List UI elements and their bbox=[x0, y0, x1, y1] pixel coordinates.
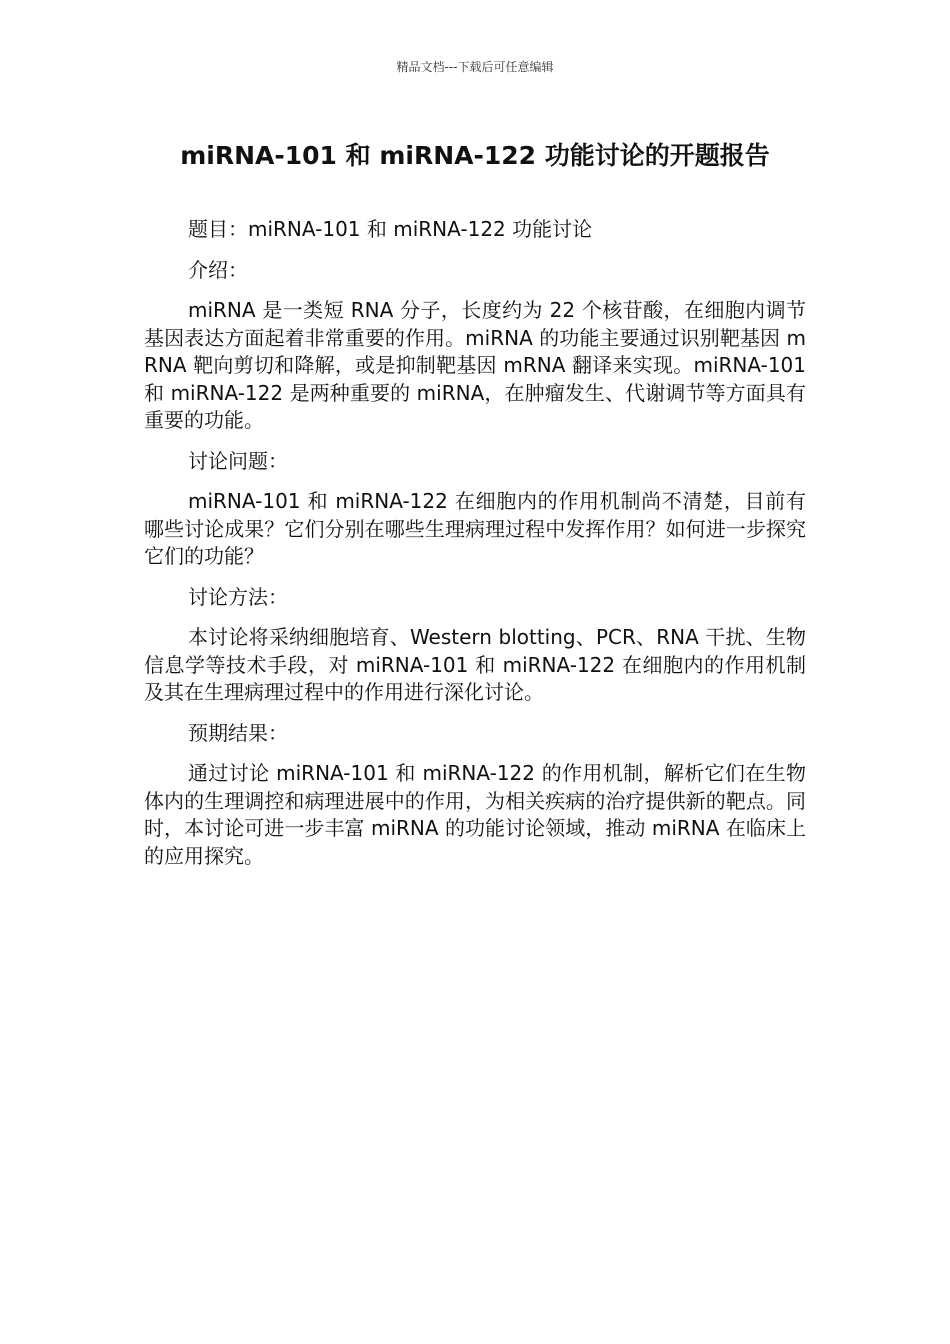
questions-paragraph: miRNA-101 和 miRNA-122 在细胞内的作用机制尚不清楚，目前有哪些讨论成果？它们分别在哪些生理病理过程中发挥作用？如何进一步探究它们的功能？ bbox=[144, 489, 806, 568]
questions-heading: 讨论问题： bbox=[188, 448, 288, 473]
header-note: 精品文档---下载后可任意编辑 bbox=[396, 60, 554, 74]
document-body bbox=[144, 216, 806, 883]
intro-paragraph: miRNA 是一类短 RNA 分子，长度约为 22 个核苷酸，在细胞内调节基因表达方面起着非常重要的作用。miRNA 的功能主要通过识别靶基因 mRNA 靶向剪切和降解，或是抑制靶基因 mRNA 翻译来实现。miRNA-101 和 miRNA-122 是两种重要的 miRNA，在肿瘤发生、代谢调节等方面具有重要的功能。 bbox=[144, 298, 806, 432]
document-title: miRNA-101 和 miRNA-122 功能讨论的开题报告 bbox=[180, 141, 770, 170]
methods-paragraph: 本讨论将采纳细胞培育、Western blotting、PCR、RNA 干扰、生物信息学等技术手段，对 miRNA-101 和 miRNA-122 在细胞内的作用机制及其在生理病理过程中的作用进行深化讨论。 bbox=[144, 625, 806, 704]
intro-heading: 介绍： bbox=[188, 257, 248, 282]
results-heading: 预期结果： bbox=[188, 720, 288, 745]
methods-heading: 讨论方法： bbox=[188, 584, 288, 609]
results-paragraph: 通过讨论 miRNA-101 和 miRNA-122 的作用机制，解析它们在生物体内的生理调控和病理进展中的作用，为相关疾病的治疗提供新的靶点。同时，本讨论可进一步丰富 miRNA 的功能讨论领域，推动 miRNA 在临床上的应用探究。 bbox=[144, 761, 806, 868]
topic-line: 题目：miRNA-101 和 miRNA-122 功能讨论 bbox=[188, 217, 593, 241]
